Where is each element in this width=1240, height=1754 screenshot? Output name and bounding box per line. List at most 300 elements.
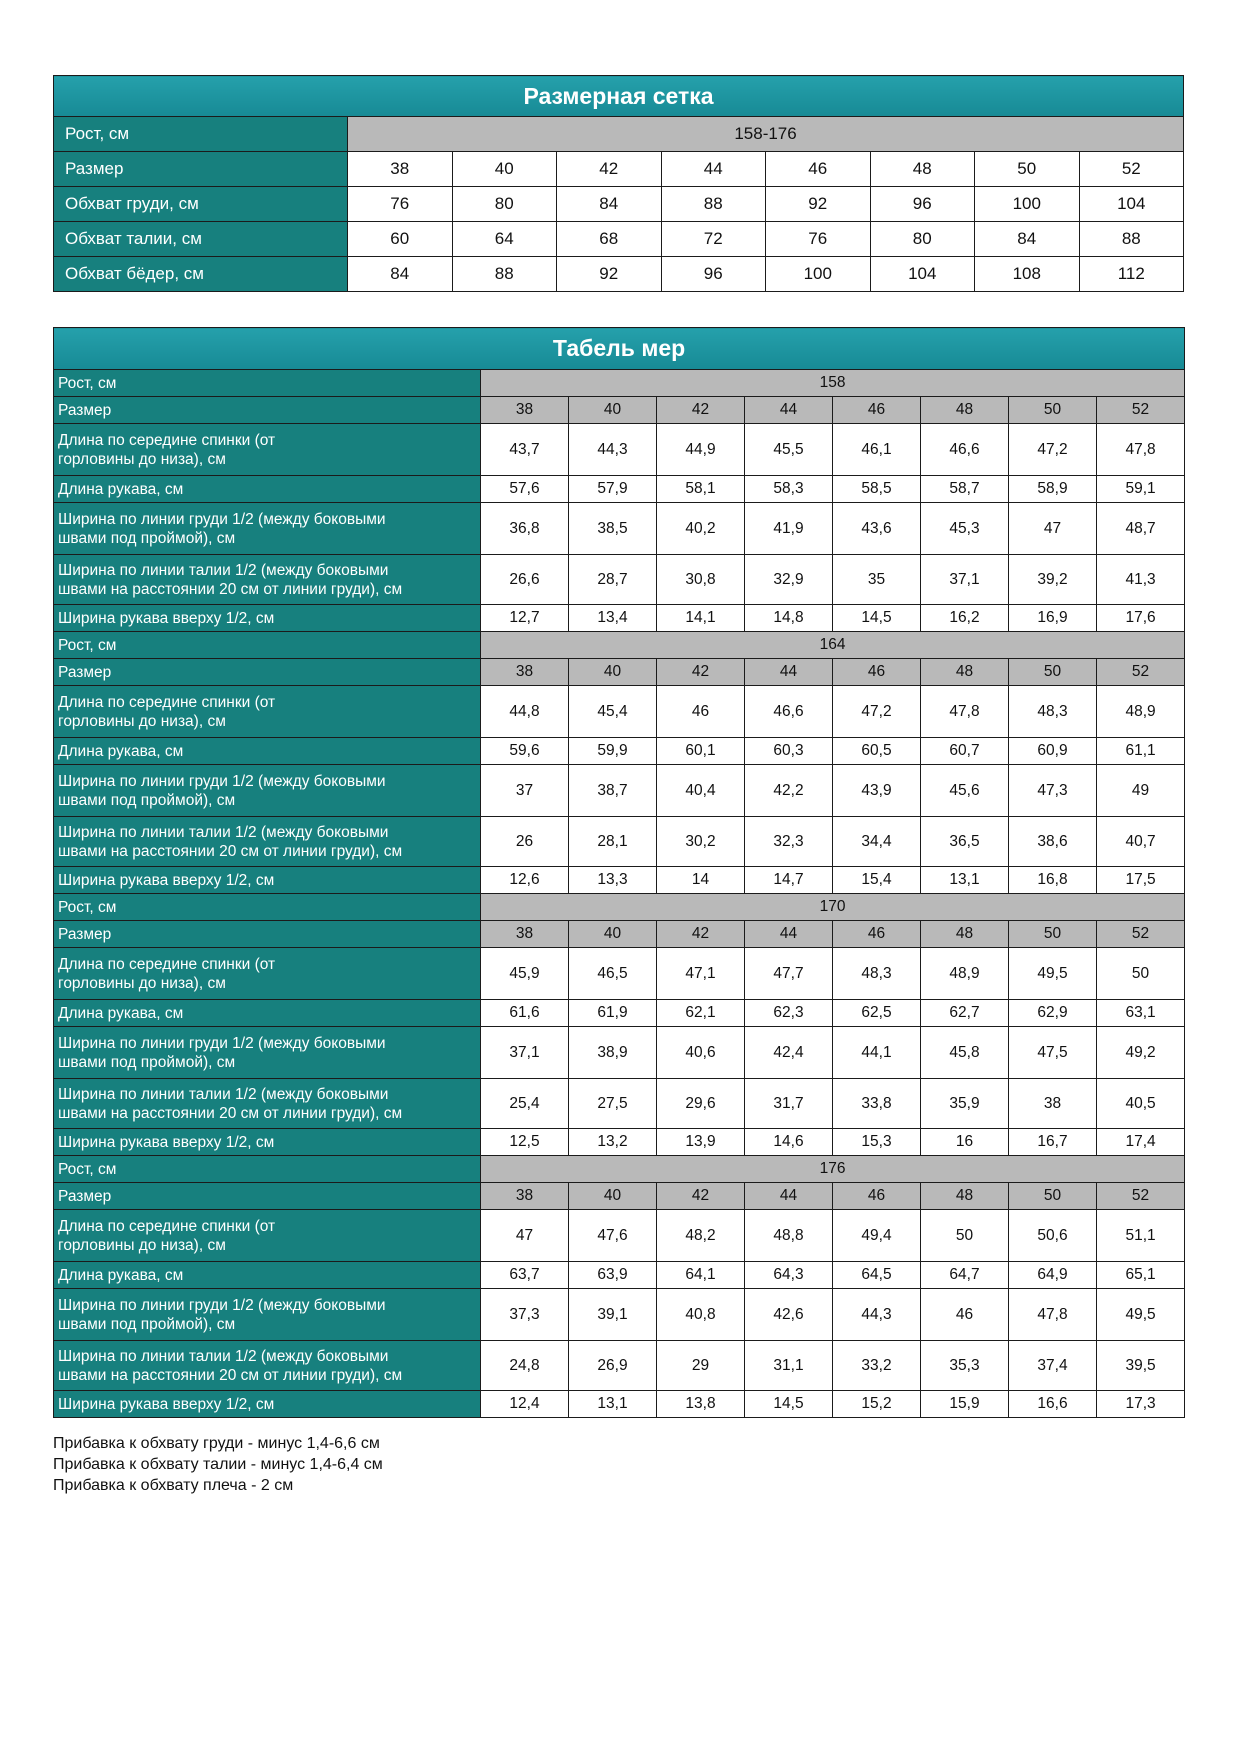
note-waist: Прибавка к обхвату талии - минус 1,4-6,4 см [53,1456,383,1473]
measure-cell: 12,6 [481,867,569,894]
measure-height-label: Рост, см [54,1156,481,1183]
measure-row-waist-width [54,555,1185,605]
measure-cell: 28,7 [569,555,657,605]
size-grid-body [54,152,1184,292]
measure-height-row [54,370,1185,397]
measure-row-sleeve-length [54,476,1185,503]
size-grid-cell: 38 [348,152,453,187]
measure-cell: 59,6 [481,738,569,765]
measure-size-value: 48 [921,659,1009,686]
measure-cell: 47,8 [921,686,1009,738]
measure-cell: 45,3 [921,503,1009,555]
note-chest: Прибавка к обхвату груди - минус 1,4-6,6 см [53,1435,380,1452]
size-grid-title: Размерная сетка [54,76,1184,117]
measure-size-value: 46 [833,397,921,424]
measure-row-label [54,1079,481,1129]
measure-cell: 16,6 [1009,1391,1097,1418]
notes [53,1433,383,1496]
measure-cell: 50 [921,1210,1009,1262]
measure-size-label: Размер [54,397,481,424]
size-grid-cell: 60 [348,222,453,257]
measure-cell: 63,9 [569,1262,657,1289]
size-grid-row-label: Размер [54,152,348,187]
measure-row-label-line: швами на расстоянии 20 см от линии груди), см [58,842,403,860]
measure-cell: 36,5 [921,817,1009,867]
measure-row-label [54,424,481,476]
measure-size-value: 40 [569,921,657,948]
measure-row-label-line: Длина по середине спинки (от [58,1217,276,1235]
measure-size-value: 50 [1009,1183,1097,1210]
measure-cell: 60,7 [921,738,1009,765]
measure-row-sleeve-width [54,1129,1185,1156]
measure-row-chest-width [54,1289,1185,1341]
measure-table-body [54,370,1185,1418]
measure-cell: 13,1 [921,867,1009,894]
measure-cell: 47,5 [1009,1027,1097,1079]
measure-cell: 47 [481,1210,569,1262]
measure-size-value: 40 [569,397,657,424]
measure-cell: 15,9 [921,1391,1009,1418]
measure-cell: 48,2 [657,1210,745,1262]
measure-size-value: 50 [1009,921,1097,948]
size-grid-row [54,187,1184,222]
measure-cell: 24,8 [481,1341,569,1391]
measure-cell: 12,7 [481,605,569,632]
size-grid-height-value: 158-176 [348,117,1184,152]
measure-cell: 37,1 [921,555,1009,605]
measure-cell: 35 [833,555,921,605]
measure-cell: 14,7 [745,867,833,894]
measure-cell: 45,4 [569,686,657,738]
measure-cell: 46,6 [921,424,1009,476]
measure-cell: 62,7 [921,1000,1009,1027]
measure-cell: 58,3 [745,476,833,503]
measure-size-row [54,1183,1185,1210]
size-grid-cell: 40 [452,152,557,187]
size-grid-cell: 80 [870,222,975,257]
measure-cell: 38,7 [569,765,657,817]
measure-cell: 39,5 [1097,1341,1185,1391]
measure-cell: 46,5 [569,948,657,1000]
measure-row-label-line: Ширина по линии талии 1/2 (между боковыми [58,1085,389,1103]
measure-cell: 59,1 [1097,476,1185,503]
measure-cell: 61,6 [481,1000,569,1027]
measure-cell: 28,1 [569,817,657,867]
measure-cell: 16,2 [921,605,1009,632]
size-grid-cell: 108 [975,257,1080,292]
measure-cell: 40,5 [1097,1079,1185,1129]
size-grid-cell: 96 [661,257,766,292]
measure-size-value: 40 [569,1183,657,1210]
measure-cell: 31,7 [745,1079,833,1129]
measure-cell: 14,1 [657,605,745,632]
measure-cell: 31,1 [745,1341,833,1391]
measure-cell: 42,2 [745,765,833,817]
measure-cell: 14,5 [833,605,921,632]
measure-row-label-line: швами на расстоянии 20 см от линии груди), см [58,1366,403,1384]
measure-row-label-line: горловины до низа), см [58,712,226,730]
size-grid-cell: 76 [766,222,871,257]
measure-size-label: Размер [54,1183,481,1210]
measure-cell: 16,8 [1009,867,1097,894]
measure-height-label: Рост, см [54,894,481,921]
size-grid-cell: 46 [766,152,871,187]
measure-size-label: Размер [54,921,481,948]
measure-row-back-length [54,686,1185,738]
measure-cell: 14,6 [745,1129,833,1156]
measure-height-row [54,1156,1185,1183]
measure-cell: 46,1 [833,424,921,476]
measure-cell: 16 [921,1129,1009,1156]
measure-cell: 33,2 [833,1341,921,1391]
size-grid-row-label: Обхват талии, см [54,222,348,257]
measure-cell: 26 [481,817,569,867]
measure-row-label-line: Длина по середине спинки (от [58,693,276,711]
measure-cell: 62,1 [657,1000,745,1027]
measure-cell: 48,3 [833,948,921,1000]
measure-cell: 64,9 [1009,1262,1097,1289]
size-grid-cell: 84 [348,257,453,292]
measure-cell: 13,1 [569,1391,657,1418]
size-grid-row-label: Обхват бёдер, см [54,257,348,292]
measure-cell: 32,3 [745,817,833,867]
size-grid-cell: 104 [1079,187,1184,222]
measure-cell: 13,2 [569,1129,657,1156]
measure-cell: 17,3 [1097,1391,1185,1418]
measure-size-value: 44 [745,1183,833,1210]
measure-row-sleeve-width [54,867,1185,894]
measure-cell: 12,5 [481,1129,569,1156]
measure-cell: 49 [1097,765,1185,817]
measure-cell: 47,7 [745,948,833,1000]
measure-size-row [54,659,1185,686]
measure-cell: 30,2 [657,817,745,867]
measure-row-label-line: Длина рукава, см [58,1266,184,1284]
measure-row-label [54,765,481,817]
measure-row-label-line: горловины до низа), см [58,450,226,468]
measure-size-value: 52 [1097,659,1185,686]
measure-cell: 43,7 [481,424,569,476]
measure-cell: 30,8 [657,555,745,605]
measure-row-chest-width [54,1027,1185,1079]
measure-row-label [54,867,481,894]
measure-cell: 47,2 [1009,424,1097,476]
measure-size-value: 44 [745,921,833,948]
measure-cell: 51,1 [1097,1210,1185,1262]
measure-row-label-line: Длина рукава, см [58,1004,184,1022]
measure-cell: 61,9 [569,1000,657,1027]
measure-size-value: 38 [481,659,569,686]
measure-row-label-line: швами под проймой), см [58,1315,236,1333]
measure-row-label-line: Длина рукава, см [58,480,184,498]
measure-row-label [54,1027,481,1079]
measure-row-label [54,1262,481,1289]
measure-row-label-line: горловины до низа), см [58,974,226,992]
measure-size-value: 42 [657,1183,745,1210]
measure-cell: 57,9 [569,476,657,503]
measure-cell: 15,2 [833,1391,921,1418]
measure-cell: 45,5 [745,424,833,476]
size-grid-cell: 50 [975,152,1080,187]
measure-cell: 36,8 [481,503,569,555]
size-grid-cell: 44 [661,152,766,187]
measure-cell: 14,8 [745,605,833,632]
measure-cell: 62,3 [745,1000,833,1027]
measure-cell: 48,9 [1097,686,1185,738]
measure-row-label [54,817,481,867]
measure-cell: 46 [921,1289,1009,1341]
measure-cell: 47,8 [1097,424,1185,476]
size-grid-cell: 100 [766,257,871,292]
measure-row-label [54,738,481,765]
measure-row-label [54,476,481,503]
measure-row-label [54,503,481,555]
measure-size-value: 42 [657,397,745,424]
measure-cell: 32,9 [745,555,833,605]
measure-cell: 61,1 [1097,738,1185,765]
measure-cell: 64,3 [745,1262,833,1289]
measure-cell: 58,5 [833,476,921,503]
measure-cell: 16,9 [1009,605,1097,632]
measure-row-back-length [54,948,1185,1000]
measure-cell: 45,6 [921,765,1009,817]
measure-cell: 45,8 [921,1027,1009,1079]
measure-cell: 44,8 [481,686,569,738]
measure-cell: 43,9 [833,765,921,817]
size-grid-cell: 48 [870,152,975,187]
measure-cell: 60,9 [1009,738,1097,765]
size-grid-row [54,222,1184,257]
measure-cell: 43,6 [833,503,921,555]
measure-height-label: Рост, см [54,370,481,397]
measure-size-value: 52 [1097,1183,1185,1210]
measure-row-label [54,1289,481,1341]
measure-row-label-line: Ширина по линии талии 1/2 (между боковыми [58,823,389,841]
measure-size-value: 50 [1009,397,1097,424]
measure-cell: 29 [657,1341,745,1391]
measure-row-label [54,1129,481,1156]
size-grid-cell: 76 [348,187,453,222]
measure-cell: 16,7 [1009,1129,1097,1156]
size-grid-cell: 104 [870,257,975,292]
measure-row-waist-width [54,817,1185,867]
measure-cell: 46,6 [745,686,833,738]
measure-height-label: Рост, см [54,632,481,659]
measure-size-value: 38 [481,1183,569,1210]
measure-row-label-line: Ширина по линии талии 1/2 (между боковыми [58,561,389,579]
measure-cell: 41,3 [1097,555,1185,605]
measure-row-back-length [54,424,1185,476]
measure-row-label [54,686,481,738]
measure-size-row [54,397,1185,424]
measure-size-value: 38 [481,397,569,424]
measure-row-label-line: Ширина по линии груди 1/2 (между боковыми [58,510,386,528]
measure-cell: 13,3 [569,867,657,894]
measure-cell: 42,6 [745,1289,833,1341]
size-grid-cell: 84 [557,187,662,222]
size-grid-table [53,75,1184,292]
measure-cell: 35,9 [921,1079,1009,1129]
measure-row-label-line: Ширина рукава вверху 1/2, см [58,1133,275,1151]
measure-row-label-line: швами под проймой), см [58,529,236,547]
measure-cell: 13,4 [569,605,657,632]
measure-cell: 40,8 [657,1289,745,1341]
measure-table [53,327,1185,1418]
measure-cell: 25,4 [481,1079,569,1129]
measure-row-label-line: Длина рукава, см [58,742,184,760]
measure-cell: 17,4 [1097,1129,1185,1156]
measure-cell: 50,6 [1009,1210,1097,1262]
measure-size-value: 48 [921,1183,1009,1210]
measure-cell: 64,5 [833,1262,921,1289]
size-grid-cell: 84 [975,222,1080,257]
measure-cell: 62,9 [1009,1000,1097,1027]
measure-cell: 33,8 [833,1079,921,1129]
measure-cell: 44,3 [833,1289,921,1341]
measure-row-sleeve-width [54,1391,1185,1418]
measure-cell: 49,5 [1009,948,1097,1000]
measure-size-value: 46 [833,1183,921,1210]
size-grid-cell: 96 [870,187,975,222]
measure-cell: 35,3 [921,1341,1009,1391]
measure-size-value: 52 [1097,397,1185,424]
measure-cell: 40,4 [657,765,745,817]
measure-cell: 64,1 [657,1262,745,1289]
size-grid-cell: 100 [975,187,1080,222]
measure-row-label-line: Длина по середине спинки (от [58,431,276,449]
measure-cell: 14 [657,867,745,894]
size-grid-cell: 68 [557,222,662,257]
measure-row-label [54,1341,481,1391]
measure-cell: 37 [481,765,569,817]
measure-cell: 48,9 [921,948,1009,1000]
measure-row-label-line: Ширина по линии талии 1/2 (между боковыми [58,1347,389,1365]
measure-cell: 17,6 [1097,605,1185,632]
measure-row-sleeve-length [54,1000,1185,1027]
measure-size-label: Размер [54,659,481,686]
measure-cell: 39,2 [1009,555,1097,605]
measure-height-value: 158 [481,370,1185,397]
measure-row-chest-width [54,765,1185,817]
measure-cell: 44,3 [569,424,657,476]
measure-cell: 12,4 [481,1391,569,1418]
measure-cell: 14,5 [745,1391,833,1418]
measure-cell: 13,8 [657,1391,745,1418]
measure-row-label [54,555,481,605]
measure-row-label-line: Ширина по линии груди 1/2 (между боковыми [58,772,386,790]
measure-cell: 47,6 [569,1210,657,1262]
measure-row-sleeve-width [54,605,1185,632]
measure-cell: 41,9 [745,503,833,555]
size-grid-cell: 88 [1079,222,1184,257]
measure-cell: 38,9 [569,1027,657,1079]
measure-cell: 47,3 [1009,765,1097,817]
measure-cell: 60,5 [833,738,921,765]
measure-cell: 39,1 [569,1289,657,1341]
measure-size-value: 52 [1097,921,1185,948]
measure-height-value: 170 [481,894,1185,921]
measure-cell: 40,7 [1097,817,1185,867]
measure-row-label-line: швами под проймой), см [58,791,236,809]
measure-cell: 65,1 [1097,1262,1185,1289]
measure-row-label-line: Ширина по линии груди 1/2 (между боковыми [58,1034,386,1052]
measure-cell: 47,8 [1009,1289,1097,1341]
measure-height-row [54,632,1185,659]
measure-size-value: 44 [745,397,833,424]
measure-cell: 50 [1097,948,1185,1000]
measure-cell: 29,6 [657,1079,745,1129]
measure-cell: 38,6 [1009,817,1097,867]
measure-cell: 49,5 [1097,1289,1185,1341]
measure-cell: 58,9 [1009,476,1097,503]
measure-cell: 58,7 [921,476,1009,503]
size-grid-cell: 42 [557,152,662,187]
size-grid-cell: 72 [661,222,766,257]
measure-table-title: Табель мер [54,328,1185,370]
measure-row-label-line: горловины до низа), см [58,1236,226,1254]
measure-cell: 48,8 [745,1210,833,1262]
measure-row-label-line: Ширина рукава вверху 1/2, см [58,609,275,627]
size-grid-cell: 64 [452,222,557,257]
measure-cell: 42,4 [745,1027,833,1079]
measure-size-value: 38 [481,921,569,948]
measure-size-value: 48 [921,397,1009,424]
measure-row-label [54,605,481,632]
measure-cell: 58,1 [657,476,745,503]
measure-row-label-line: Ширина рукава вверху 1/2, см [58,1395,275,1413]
measure-cell: 40,6 [657,1027,745,1079]
measure-row-label-line: Ширина рукава вверху 1/2, см [58,871,275,889]
measure-cell: 38,5 [569,503,657,555]
measure-row-label-line: швами под проймой), см [58,1053,236,1071]
measure-cell: 47,2 [833,686,921,738]
measure-cell: 37,4 [1009,1341,1097,1391]
measure-cell: 63,1 [1097,1000,1185,1027]
measure-cell: 34,4 [833,817,921,867]
measure-row-label [54,948,481,1000]
measure-cell: 44,1 [833,1027,921,1079]
size-grid-cell: 88 [452,257,557,292]
measure-cell: 49,4 [833,1210,921,1262]
measure-cell: 60,3 [745,738,833,765]
measure-size-value: 44 [745,659,833,686]
measure-height-value: 176 [481,1156,1185,1183]
size-grid-cell: 112 [1079,257,1184,292]
measure-cell: 13,9 [657,1129,745,1156]
measure-row-waist-width [54,1079,1185,1129]
measure-size-value: 50 [1009,659,1097,686]
size-grid-row-label: Обхват груди, см [54,187,348,222]
measure-cell: 57,6 [481,476,569,503]
measure-row-label-line: швами на расстоянии 20 см от линии груди), см [58,580,403,598]
measure-cell: 38 [1009,1079,1097,1129]
measure-size-value: 42 [657,659,745,686]
measure-cell: 59,9 [569,738,657,765]
measure-cell: 27,5 [569,1079,657,1129]
measure-height-value: 164 [481,632,1185,659]
measure-size-value: 46 [833,659,921,686]
measure-cell: 60,1 [657,738,745,765]
measure-cell: 48,3 [1009,686,1097,738]
measure-row-label [54,1391,481,1418]
size-grid-height-label: Рост, см [54,117,348,152]
size-grid-cell: 52 [1079,152,1184,187]
size-grid-cell: 88 [661,187,766,222]
measure-size-value: 48 [921,921,1009,948]
measure-row-back-length [54,1210,1185,1262]
measure-row-label-line: швами на расстоянии 20 см от линии груди), см [58,1104,403,1122]
measure-size-value: 46 [833,921,921,948]
